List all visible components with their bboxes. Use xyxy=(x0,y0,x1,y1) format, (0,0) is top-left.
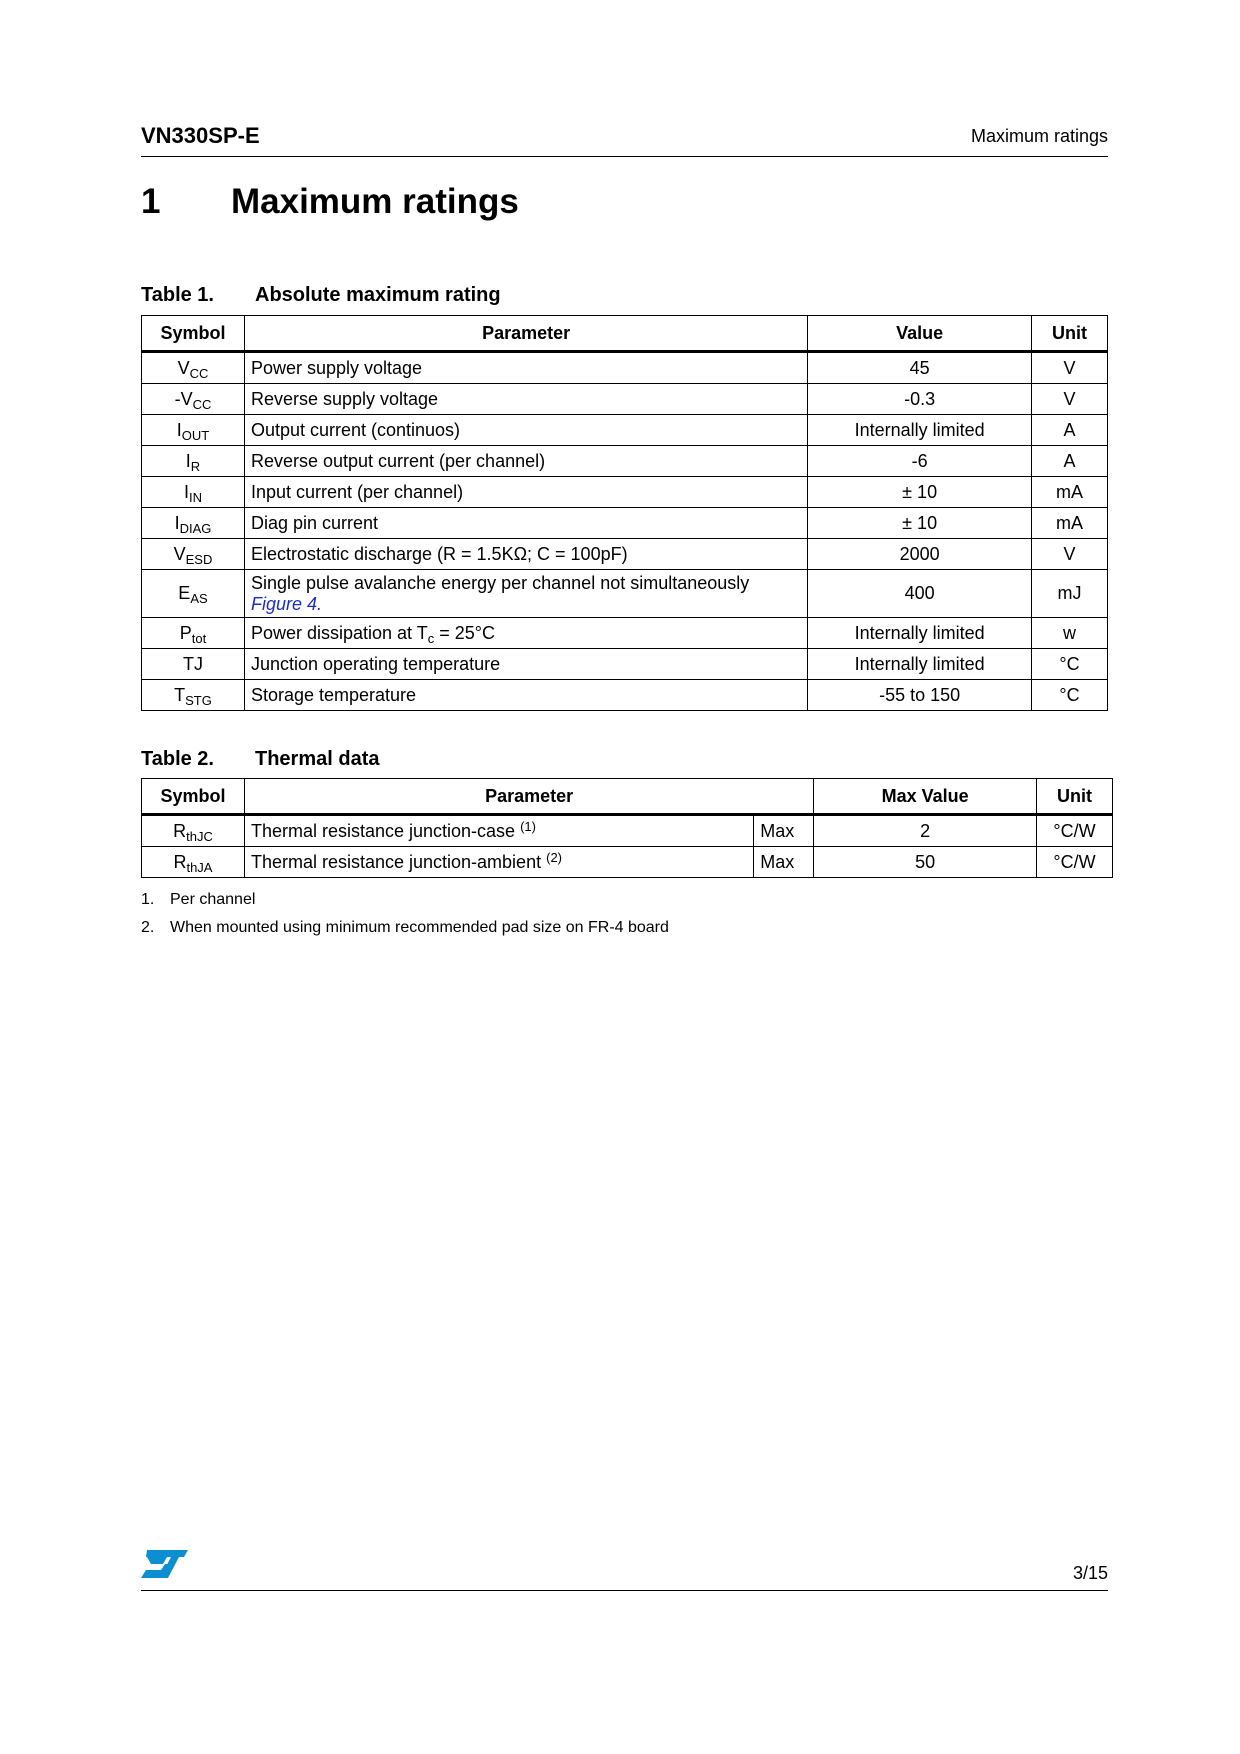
symbol-main: I xyxy=(185,450,191,471)
unit-cell: mA xyxy=(1032,508,1108,539)
parameter-text: Single pulse avalanche energy per channel not simultaneously xyxy=(250,572,750,593)
parameter-text: Power supply voltage xyxy=(250,357,423,378)
parameter-cell xyxy=(244,352,807,384)
table2-title: Thermal data xyxy=(255,748,380,770)
parameter-text: Thermal resistance junction-case xyxy=(250,820,516,841)
table-row xyxy=(142,815,1113,847)
parameter-text: = 25°C xyxy=(434,622,495,643)
value-cell: Internally limited xyxy=(808,415,1032,446)
table-row xyxy=(142,539,1108,570)
value-cell: 50 xyxy=(814,847,1037,878)
value-cell: 2 xyxy=(814,815,1037,847)
table-header-row xyxy=(142,316,1108,352)
thermal-data-table xyxy=(141,778,1113,878)
symbol-cell xyxy=(142,508,245,539)
symbol-subscript: ESD xyxy=(185,551,213,567)
parameter-cell xyxy=(244,649,807,680)
parameter-text: Diag pin current xyxy=(250,512,379,533)
col-header-max-value: Max Value xyxy=(814,779,1037,815)
parameter-cell xyxy=(244,570,807,618)
section-title: Maximum ratings xyxy=(231,182,519,221)
symbol-cell xyxy=(142,618,245,649)
parameter-cell xyxy=(244,384,807,415)
symbol-main: R xyxy=(173,820,187,841)
unit-cell: V xyxy=(1032,384,1108,415)
table-row xyxy=(142,649,1108,680)
table-footnotes xyxy=(141,891,669,947)
parameter-text: Reverse supply voltage xyxy=(250,388,439,409)
symbol-main: TJ xyxy=(182,653,203,674)
symbol-subscript: CC xyxy=(189,365,209,381)
symbol-main: I xyxy=(174,512,180,533)
symbol-cell xyxy=(142,847,245,878)
col-header-unit: Unit xyxy=(1032,316,1108,352)
symbol-cell xyxy=(142,415,245,446)
symbol-cell xyxy=(142,539,245,570)
value-cell: 45 xyxy=(808,352,1032,384)
unit-cell: w xyxy=(1032,618,1108,649)
table2-caption xyxy=(141,748,379,771)
symbol-subscript: OUT xyxy=(181,427,210,443)
symbol-main: V xyxy=(177,357,190,378)
value-cell: -0.3 xyxy=(808,384,1032,415)
table-row xyxy=(142,415,1108,446)
symbol-subscript: DIAG xyxy=(179,520,212,536)
symbol-subscript: R xyxy=(190,458,201,474)
value-cell: -6 xyxy=(808,446,1032,477)
footnote-text: Per channel xyxy=(170,891,256,908)
parameter-text: Junction operating temperature xyxy=(250,653,501,674)
figure-4-link[interactable]: Figure 4. xyxy=(250,593,322,614)
parameter-subscript: c xyxy=(427,630,435,646)
footnote-ref: (1) xyxy=(520,818,536,834)
parameter-text: Output current (continuos) xyxy=(250,419,461,440)
parameter-text: Power dissipation at T xyxy=(250,622,428,643)
footnote-number: 1. xyxy=(141,891,155,908)
symbol-main: P xyxy=(179,622,192,643)
symbol-subscript: IN xyxy=(188,489,202,505)
symbol-prefix: - xyxy=(174,388,181,409)
symbol-cell xyxy=(142,352,245,384)
col-header-unit: Unit xyxy=(1037,779,1113,815)
value-cell: ± 10 xyxy=(808,508,1032,539)
value-cell: 2000 xyxy=(808,539,1032,570)
footnote-number: 2. xyxy=(141,919,155,936)
symbol-subscript: STG xyxy=(185,692,212,708)
unit-cell: °C/W xyxy=(1037,815,1113,847)
symbol-main: V xyxy=(180,388,193,409)
col-header-parameter: Parameter xyxy=(244,779,813,815)
footnote-ref: (2) xyxy=(546,849,562,865)
parameter-cell xyxy=(244,680,807,711)
qualifier-cell: Max xyxy=(754,847,814,878)
page-header xyxy=(141,123,1108,157)
value-cell: -55 to 150 xyxy=(808,680,1032,711)
header-section-name: Maximum ratings xyxy=(970,126,1108,146)
table-row xyxy=(142,570,1108,618)
table-row xyxy=(142,352,1108,384)
symbol-cell xyxy=(142,815,245,847)
table-row xyxy=(142,446,1108,477)
symbol-cell xyxy=(142,446,245,477)
col-header-symbol: Symbol xyxy=(142,779,245,815)
col-header-symbol: Symbol xyxy=(142,316,245,352)
section-heading xyxy=(141,182,519,222)
parameter-text: Reverse output current (per channel) xyxy=(250,450,546,471)
table-row xyxy=(142,508,1108,539)
symbol-main: T xyxy=(174,684,186,705)
parameter-text: Electrostatic discharge (R = 1.5KΩ; C = 100pF) xyxy=(250,543,628,564)
parameter-cell xyxy=(244,477,807,508)
symbol-cell xyxy=(142,384,245,415)
symbol-cell xyxy=(142,649,245,680)
parameter-cell xyxy=(244,446,807,477)
value-cell: 400 xyxy=(808,570,1032,618)
parameter-cell xyxy=(244,847,753,878)
table-row xyxy=(142,847,1113,878)
unit-cell: A xyxy=(1032,446,1108,477)
page-number: 3/15 xyxy=(1072,1563,1108,1583)
absolute-max-rating-table xyxy=(141,315,1108,711)
table-row xyxy=(142,477,1108,508)
value-cell: ± 10 xyxy=(808,477,1032,508)
footnote xyxy=(141,919,669,947)
symbol-subscript: thJA xyxy=(186,859,213,875)
col-header-parameter: Parameter xyxy=(244,316,807,352)
table1-caption xyxy=(141,284,501,307)
symbol-main: V xyxy=(173,543,186,564)
unit-cell: V xyxy=(1032,352,1108,384)
symbol-main: R xyxy=(173,851,187,872)
unit-cell: °C xyxy=(1032,680,1108,711)
table1-title: Absolute maximum rating xyxy=(255,284,501,306)
footnote-text: When mounted using minimum recommended pad size on FR-4 board xyxy=(170,919,669,936)
footnote xyxy=(141,891,669,919)
unit-cell: °C/W xyxy=(1037,847,1113,878)
parameter-cell xyxy=(244,415,807,446)
symbol-subscript: CC xyxy=(192,396,212,412)
parameter-cell xyxy=(244,618,807,649)
unit-cell: V xyxy=(1032,539,1108,570)
page-footer xyxy=(141,1548,1108,1591)
table-row xyxy=(142,384,1108,415)
symbol-subscript: AS xyxy=(190,591,208,606)
unit-cell: mJ xyxy=(1032,570,1108,618)
table-row xyxy=(142,680,1108,711)
symbol-subscript: thJC xyxy=(186,828,213,844)
symbol-subscript: tot xyxy=(191,630,207,646)
symbol-main: E xyxy=(178,583,191,603)
parameter-text: Thermal resistance junction-ambient xyxy=(250,851,542,872)
symbol-main: I xyxy=(183,481,189,502)
table1-label: Table 1. xyxy=(141,284,214,306)
parameter-cell xyxy=(244,508,807,539)
unit-cell: A xyxy=(1032,415,1108,446)
symbol-cell xyxy=(142,570,245,618)
symbol-main: I xyxy=(176,419,182,440)
unit-cell: °C xyxy=(1032,649,1108,680)
table-row xyxy=(142,618,1108,649)
symbol-cell xyxy=(142,477,245,508)
parameter-text: Storage temperature xyxy=(250,684,417,705)
parameter-text: Input current (per channel) xyxy=(250,481,464,502)
unit-cell: mA xyxy=(1032,477,1108,508)
parameter-cell xyxy=(244,815,753,847)
st-logo-icon xyxy=(141,1548,189,1580)
parameter-cell xyxy=(244,539,807,570)
col-header-value: Value xyxy=(808,316,1032,352)
table-header-row xyxy=(142,779,1113,815)
qualifier-cell: Max xyxy=(754,815,814,847)
value-cell: Internally limited xyxy=(808,649,1032,680)
document-id: VN330SP-E xyxy=(141,123,260,148)
value-cell: Internally limited xyxy=(808,618,1032,649)
symbol-cell xyxy=(142,680,245,711)
table2-label: Table 2. xyxy=(141,748,214,770)
section-number: 1 xyxy=(141,182,161,221)
